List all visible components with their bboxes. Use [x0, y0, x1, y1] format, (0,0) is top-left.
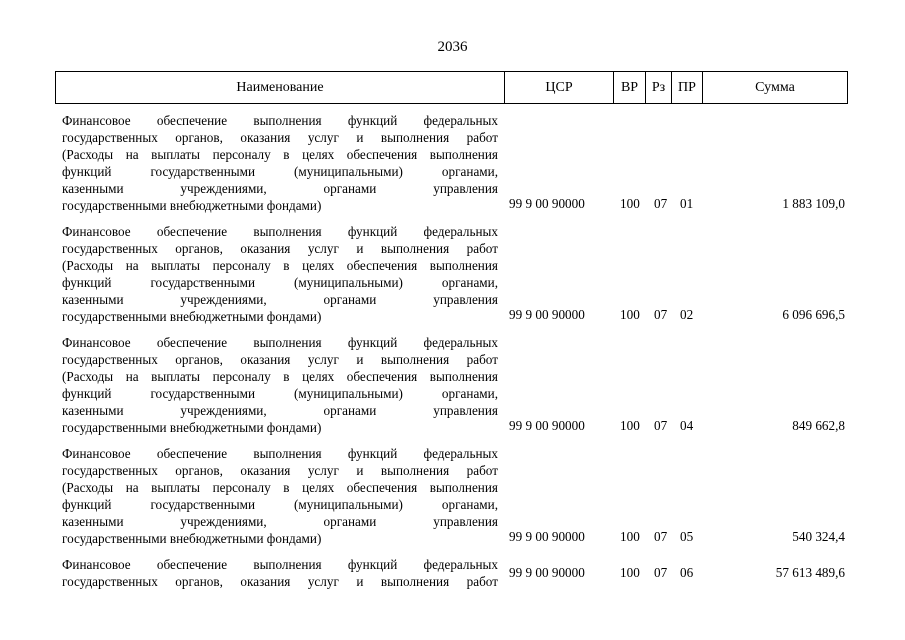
row-name-line: Финансовое обеспечение выполнения функций федеральных [62, 557, 498, 572]
row-csr: 99 9 00 90000 [509, 307, 585, 322]
row-sum: 57 613 489,6 [775, 565, 845, 580]
table-row [0, 112, 905, 223]
row-name-line: государственными внебюджетными фондами) [62, 531, 322, 546]
row-pr: 04 [680, 418, 694, 433]
row-name-line: государственными внебюджетными фондами) [62, 198, 322, 213]
row-csr: 99 9 00 90000 [509, 529, 585, 544]
row-csr: 99 9 00 90000 [509, 565, 585, 580]
row-name-line: государственных органов, оказания услуг и выполнения работ [62, 241, 498, 256]
row-sum: 540 324,4 [792, 529, 845, 544]
row-name-line: казенными учреждениями, органами управления [62, 403, 498, 418]
row-name-line: функций государственными (муниципальными) органами, [62, 164, 498, 179]
row-name-line: Финансовое обеспечение выполнения функций федеральных [62, 113, 498, 128]
row-vr: 100 [620, 196, 640, 211]
header-sum: Сумма [702, 72, 847, 103]
row-pr: 06 [680, 565, 694, 580]
row-rz: 07 [654, 307, 668, 322]
row-name-line: государственных органов, оказания услуг и выполнения работ [62, 463, 498, 478]
row-vr: 100 [620, 529, 640, 544]
row-name-line: государственных органов, оказания услуг и выполнения работ [62, 352, 498, 367]
row-vr: 100 [620, 418, 640, 433]
header-rz: Рз [645, 72, 671, 103]
row-name-line: государственных органов, оказания услуг и выполнения работ [62, 130, 498, 145]
row-rz: 07 [654, 565, 668, 580]
row-csr: 99 9 00 90000 [509, 418, 585, 433]
table-row [0, 334, 905, 445]
page-number: 2036 [437, 39, 468, 55]
row-name-line: государственными внебюджетными фондами) [62, 420, 322, 435]
row-name-line: государственными внебюджетными фондами) [62, 309, 322, 324]
header-name: Наименование [236, 79, 324, 95]
row-rz: 07 [654, 529, 668, 544]
row-name-line: функций государственными (муниципальными) органами, [62, 497, 498, 512]
table-body [0, 112, 905, 640]
table-row [0, 445, 905, 556]
table-row [0, 556, 905, 640]
header-csr: ЦСР [504, 72, 613, 103]
row-name-line: (Расходы на выплаты персоналу в целях обеспечения выполнения [62, 258, 498, 273]
row-name-line: функций государственными (муниципальными) органами, [62, 275, 498, 290]
row-csr: 99 9 00 90000 [509, 196, 585, 211]
row-pr: 01 [680, 196, 694, 211]
row-vr: 100 [620, 565, 640, 580]
row-pr: 05 [680, 529, 694, 544]
row-rz: 07 [654, 196, 668, 211]
row-name-line: Финансовое обеспечение выполнения функций федеральных [62, 446, 498, 461]
row-name-line: (Расходы на выплаты персоналу в целях обеспечения выполнения [62, 369, 498, 384]
table-row [0, 223, 905, 334]
row-name-line: казенными учреждениями, органами управления [62, 181, 498, 196]
row-name-line: казенными учреждениями, органами управления [62, 514, 498, 529]
header-vr: ВР [613, 72, 645, 103]
row-name-line: (Расходы на выплаты персоналу в целях обеспечения выполнения [62, 147, 498, 162]
row-pr: 02 [680, 307, 694, 322]
row-vr: 100 [620, 307, 640, 322]
row-name-line: (Расходы на выплаты персоналу в целях обеспечения выполнения [62, 480, 498, 495]
header-pr: ПР [671, 72, 702, 103]
row-name-line: функций государственными (муниципальными) органами, [62, 386, 498, 401]
row-name-line: государственных органов, оказания услуг и выполнения работ [62, 574, 498, 589]
row-name-line: Финансовое обеспечение выполнения функций федеральных [62, 224, 498, 239]
row-sum: 6 096 696,5 [782, 307, 845, 322]
row-sum: 849 662,8 [792, 418, 845, 433]
row-rz: 07 [654, 418, 668, 433]
row-sum: 1 883 109,0 [782, 196, 845, 211]
row-name-line: Финансовое обеспечение выполнения функций федеральных [62, 335, 498, 350]
table-header [55, 71, 848, 104]
row-name-line: казенными учреждениями, органами управления [62, 292, 498, 307]
